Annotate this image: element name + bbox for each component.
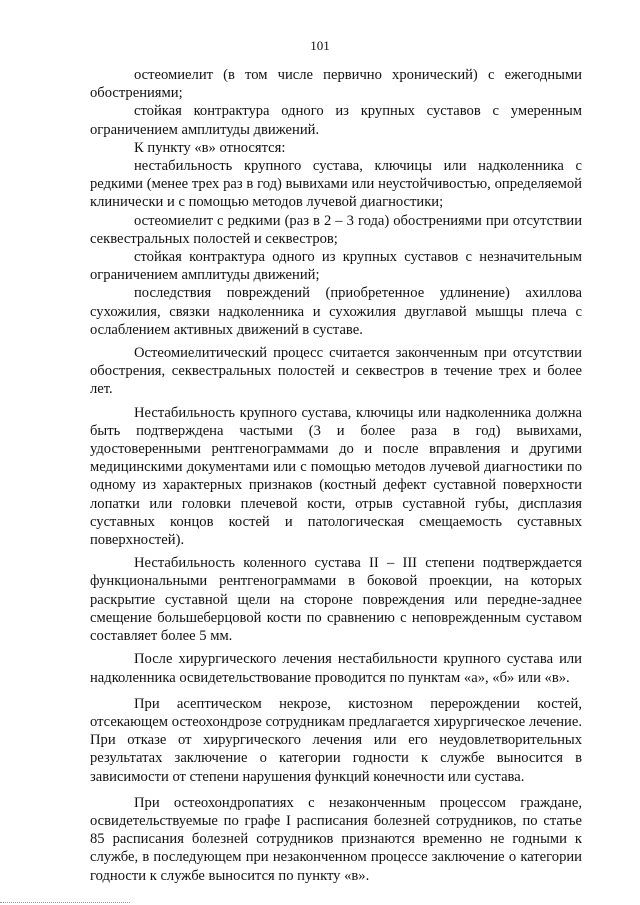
paragraph-osteochondropathy: При остеохондропатиях с незаконченным процессом граждане, освидетельствуемые по графе I расписания болезней сотрудников, по статье 85 расписания болезней сотрудников признаются временно не годными к службе, в последующем при незаконченном процессе заключение о категории годности к службе выносится по пункту «в». xyxy=(90,794,582,884)
paragraph-aseptic-necrosis: При асептическом некрозе, кистозном перерождении костей, отсекающем остеохондрозе сотрудникам предлагается хирургическое лечение. При отказе от хирургического лечения или его неудовлетворительных результатах заключение о категории годности к службе выносится в зависимости от степени нарушения функций конечности или сустава. xyxy=(90,695,582,785)
scan-edge-mark xyxy=(0,902,130,903)
paragraph-tendon-injury: последствия повреждений (приобретенное удлинение) ахиллова сухожилия, связки надколенника и сухожилия двуглавой мышцы плеча с ослаблением активных движений в суставе. xyxy=(90,285,582,338)
paragraph-knee-instability: Нестабильность коленного сустава II – III степени подтверждается функциональными рентгенограммами в боковой проекции, на которых раскрытие суставной щели на стороне повреждения или передне-заднее смещение большеберцовой кости по сравнению с неповрежденным суставом составляет более 5 мм. xyxy=(90,555,582,645)
paragraph-osteomyelitis-rare: остеомиелит с редкими (раз в 2 – 3 года) обострениями при отсутствии секвестральных полостей и секвестров; xyxy=(90,212,582,247)
page-content xyxy=(90,66,582,885)
paragraph-osteomyelitis-annual: остеомиелит (в том числе первично хронический) с ежегодными обострениями; xyxy=(90,67,582,102)
paragraph-item-v-heading: К пункту «в» относятся: xyxy=(134,139,286,156)
paragraph-osteomyelitis-finished: Остеомиелитический процесс считается законченным при отсутствии обострения, секвестральных полостей и секвестров в течение трех и более лет. xyxy=(90,345,582,398)
paragraph-after-surgery: После хирургического лечения нестабильности крупного сустава или надколенника освидетельствование проводится по пунктам «а», «б» или «в». xyxy=(90,651,582,686)
paragraph-instability-confirmation: Нестабильность крупного сустава, ключицы или надколенника должна быть подтверждена частыми (3 и более раза в год) вывихами, удостоверенными рентгенограммами до и после вправления и другими медицинскими документами или с помощью методов лучевой диагностики по одному из характерных признаков (костный дефект суставной поверхности лопатки или головки плечевой кости, отрыв суставной губы, дисплазия суставных концов костей и патологическая смещаемость суставных поверхностей). xyxy=(90,404,582,549)
paragraph-contracture-moderate: стойкая контрактура одного из крупных суставов с умеренным ограничением амплитуды движений. xyxy=(90,103,582,138)
page-number: 101 xyxy=(310,38,330,53)
paragraph-instability-rare: нестабильность крупного сустава, ключицы или надколенника с редкими (менее трех раз в год) вывихами или неустойчивостью, определяемой клинически и с помощью методов лучевой диагностики; xyxy=(90,158,582,211)
paragraph-contracture-minor: стойкая контрактура одного из крупных суставов с незначительным ограничением амплитуды движений; xyxy=(90,249,582,284)
